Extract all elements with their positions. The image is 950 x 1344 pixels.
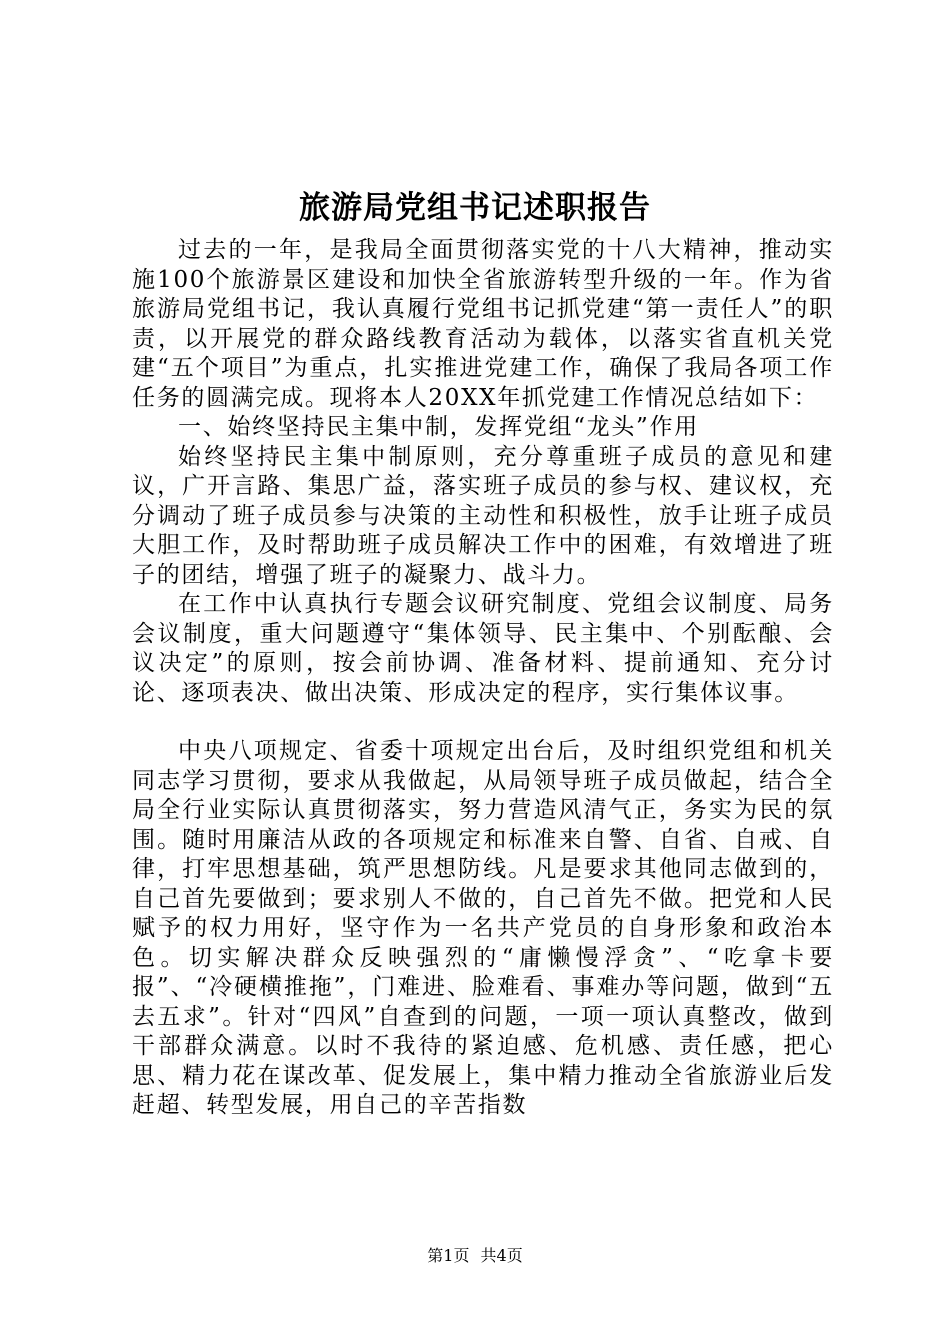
paragraph-intro: 过去的一年，是我局全面贯彻落实党的十八大精神，推动实施100个旅游景区建设和加快全省旅游转型升级的一年。作为省旅游局党组书记，我认真履行党组书记抓党建“第一责任人”的职责，以开展党的群众路线教育活动为载体，以落实省直机关党建“五个项目”为重点，扎实推进党建工作，确保了我局各项工作任务的圆满完成。现将本人20XX年抓党建工作情况总结如下：	[132, 237, 834, 411]
document-body	[132, 236, 834, 1121]
page-number: 第1页	[427, 1246, 470, 1265]
page-total: 共4页	[480, 1246, 523, 1265]
paragraph-meeting-system: 在工作中认真执行专题会议研究制度、党组会议制度、局务会议制度，重大问题遵守“集体领导、民主集中、个别酝酿、会议决定”的原则，按会前协调、准备材料、提前通知、充分讨论、逐项表决、做出决策、形成决定的程序，实行集体议事。	[132, 591, 834, 706]
paragraph-eight-rules: 中央八项规定、省委十项规定出台后，及时组织党组和机关同志学习贯彻，要求从我做起，从局领导班子成员做起，结合全局全行业实际认真贯彻落实，努力营造风清气正，务实为民的氛围。随时用廉洁从政的各项规定和标准来自警、自省、自戒、自律，打牢思想基础，筑严思想防线。凡是要求其他同志做到的，自己首先要做到；要求别人不做的，自己首先不做。把党和人民赋予的权力用好，坚守作为一名共产党员的自身形象和政治本色。切实解决群众反映强烈的“庸懒慢浮贪”、“吃拿卡要报”、“冷硬横推拖”，门难进、脸难看、事难办等问题，做到“五去五求”。针对“四风”自查到的问题，一项一项认真整改，做到干部群众满意。以时不我待的紧迫感、危机感、责任感，把心思、精力花在谋改革、促发展上，集中精力推动全省旅游业后发赶超、转型发展，用自己的辛苦指数	[132, 738, 834, 1118]
paragraph-democratic-centralism: 始终坚持民主集中制原则，充分尊重班子成员的意见和建议，广开言路、集思广益，落实班子成员的参与权、建议权，充分调动了班子成员参与决策的主动性和积极性，放手让班子成员大胆工作，及时帮助班子成员解决工作中的困难，有效增进了班子的团结，增强了班子的凝聚力、战斗力。	[132, 443, 834, 588]
page-footer	[0, 1246, 950, 1266]
section-heading-1: 一、始终坚持民主集中制，发挥党组“龙头”作用	[178, 414, 699, 440]
document-title: 旅游局党组书记述职报告	[299, 190, 651, 226]
